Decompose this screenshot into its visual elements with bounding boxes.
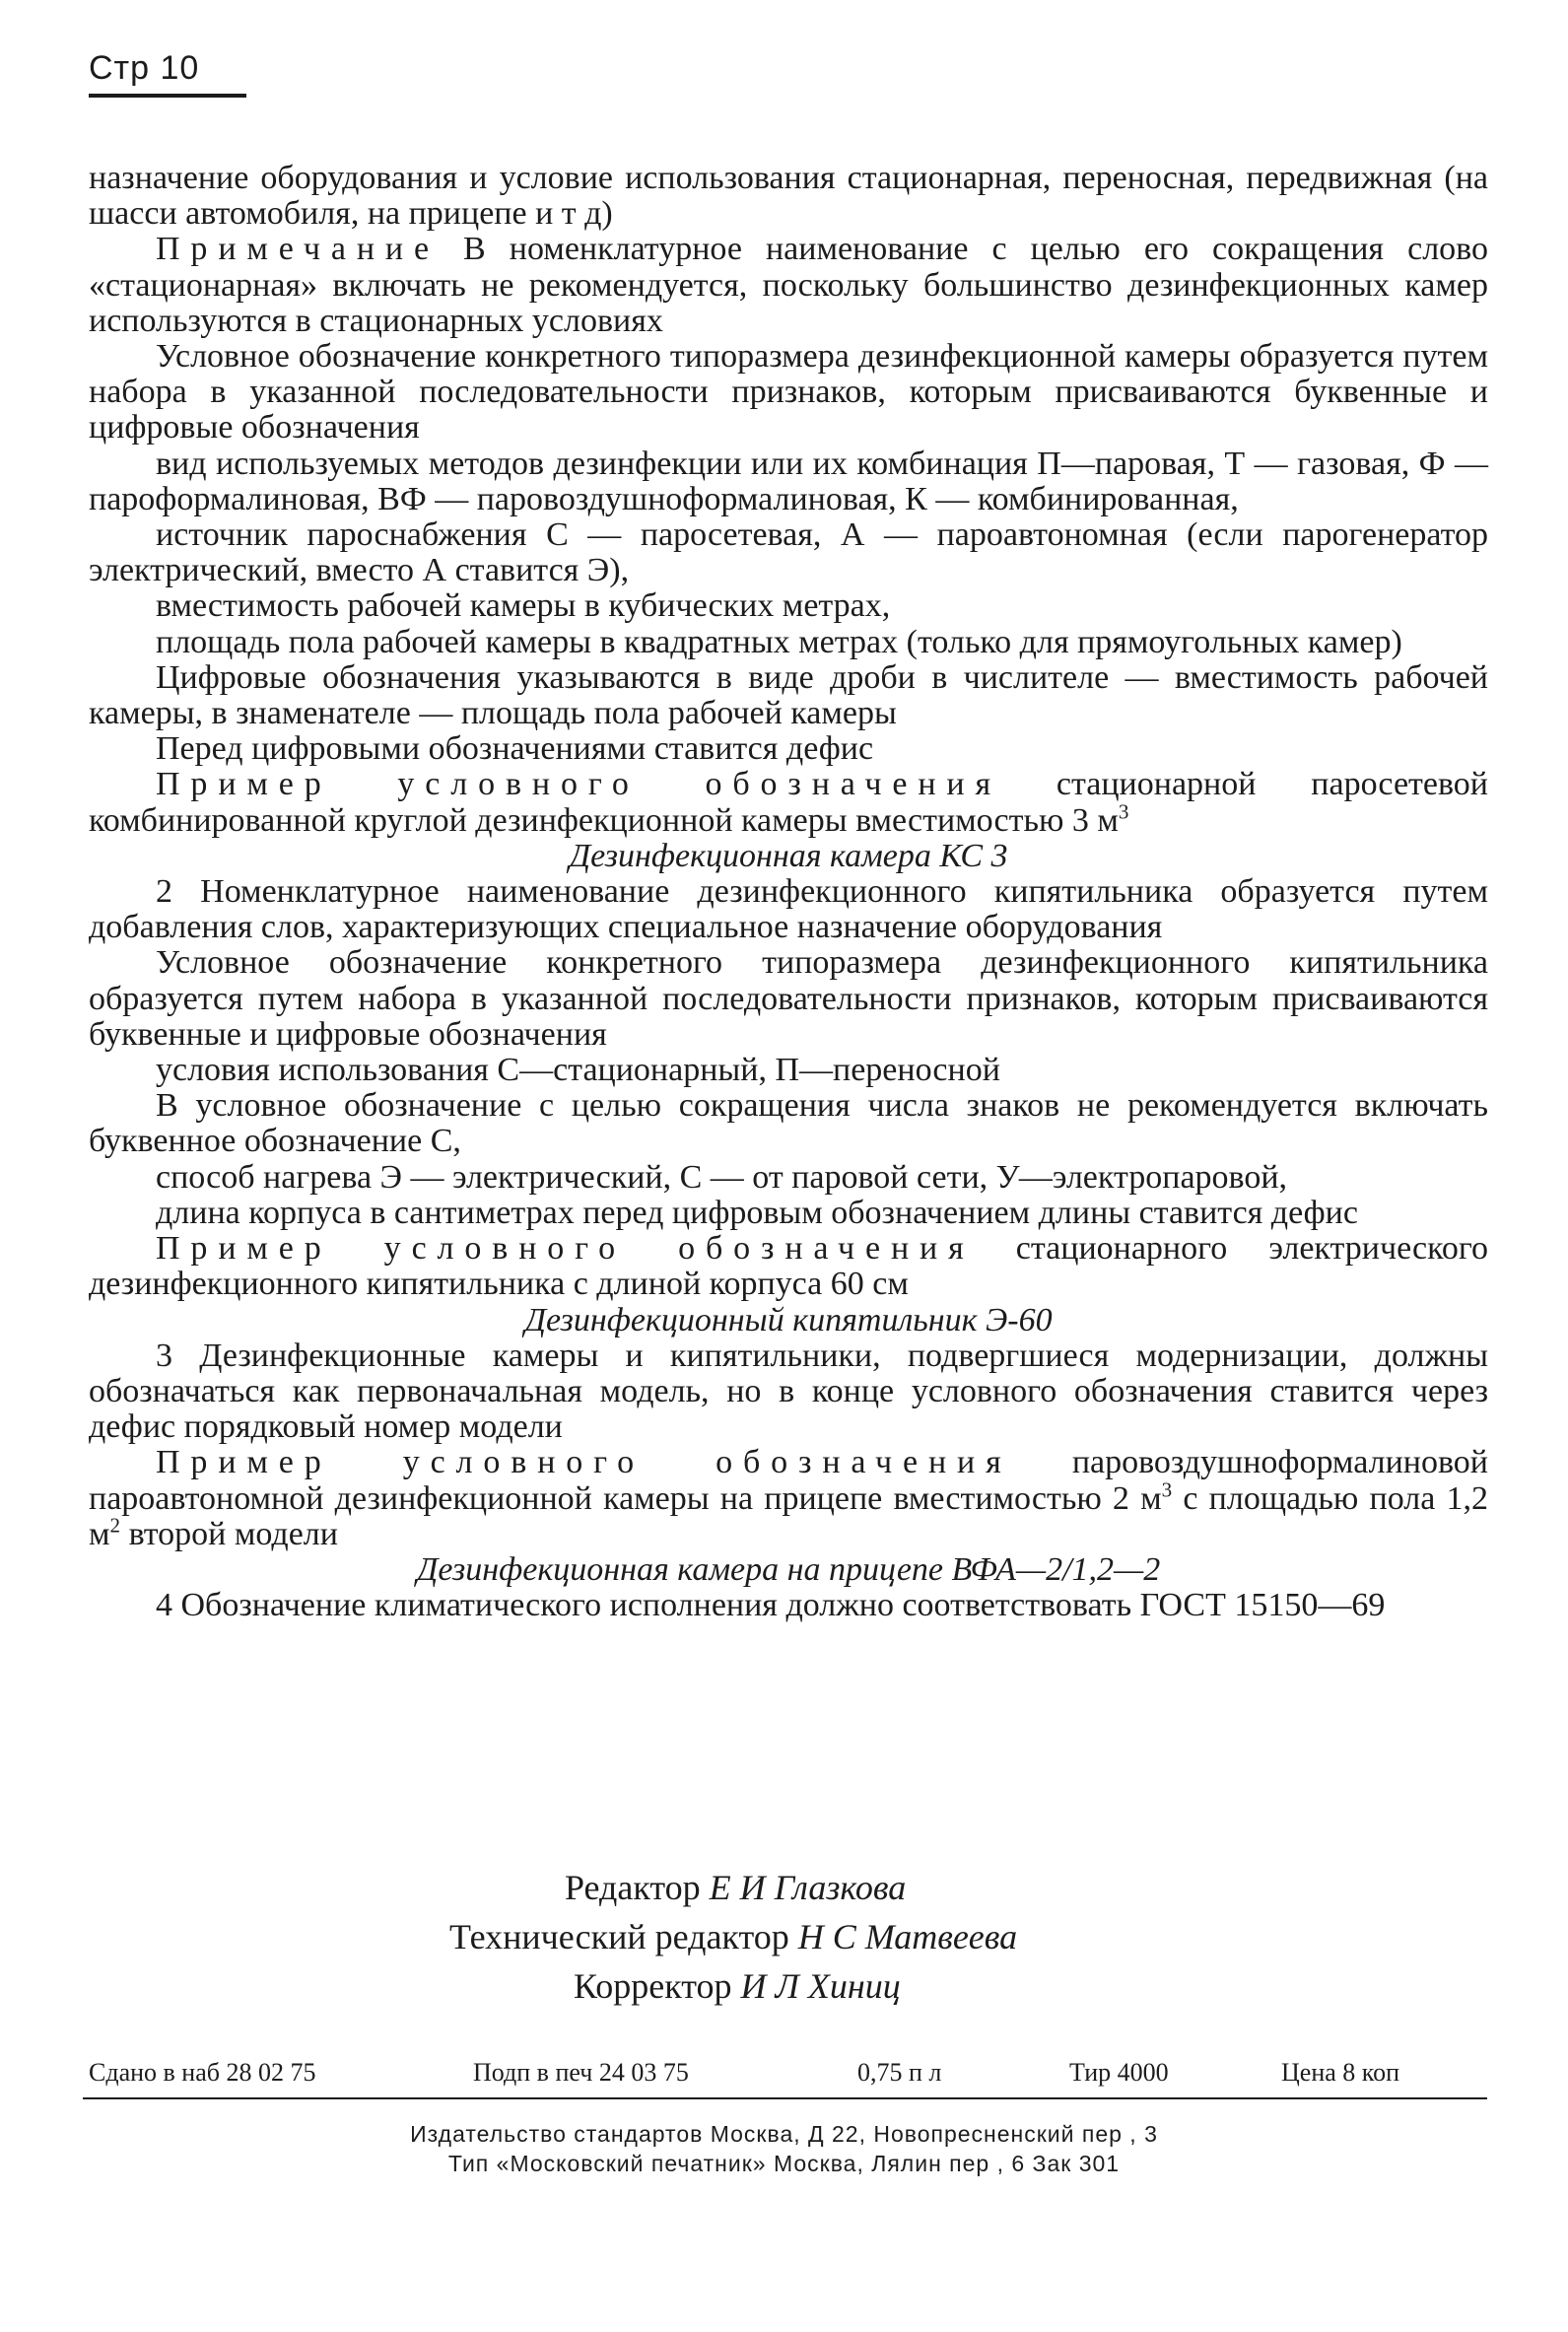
example-designation: Дезинфекционная камера на прицепе ВФА—2/1,2—2 — [416, 1550, 1161, 1588]
example-designation: Дезинфекционная камера КС 3 — [569, 837, 1008, 874]
paragraph: условия использования С—стационарный, П—переносной — [156, 1052, 1000, 1089]
example-lead: Пример условного обозначения — [156, 1230, 975, 1268]
paragraph: площадь пола рабочей камеры в квадратных метрах (только для прямоугольных камер) — [156, 623, 1402, 660]
paragraph: вид используемых методов дезинфекции или их комбинация П—паровая, Т — газовая, Ф — пароформалиновая, ВФ — паровоздушноформалиновая, К — комбинированная, — [89, 445, 1488, 517]
body-text — [89, 161, 1488, 1623]
page-header — [89, 49, 246, 98]
note-lead: Примечание — [156, 231, 440, 268]
paragraph: Условное обозначение конкретного типоразмера дезинфекционного кипятильника образуется путем набора в указанной последовательности признаков, которым присваиваются буквенные и цифровые обозначения — [89, 944, 1488, 1053]
example-lead: Пример условного обозначения — [156, 1444, 1012, 1481]
paragraph: Условное обозначение конкретного типоразмера дезинфекционной камеры образуется путем набора в указанной последовательности признаков, которым присваиваются буквенные и цифровые обозначения — [89, 338, 1488, 446]
signed-date: Подп в печ 24 03 75 — [473, 2058, 689, 2087]
paragraph: 2 Номенклатурное наименование дезинфекционного кипятильника образуется путем добавления слов, характеризующих специальное назначение оборудования — [89, 873, 1488, 946]
credit-proofreader: Корректор И Л Хиниц — [574, 1966, 901, 2006]
paragraph: способ нагрева Э — электрический, С — от паровой сети, У—электропаровой, — [156, 1158, 1288, 1196]
paragraph: источник пароснабжения С — паросетевая, А — пароавтономная (если парогенератор электрический, вместо А ставится Э), — [89, 516, 1488, 589]
printer-line: Тип «Московский печатник» Москва, Лялин пер , 6 Зак 301 — [447, 2151, 1121, 2176]
page-number: Стр 10 — [89, 49, 200, 87]
paragraph-note: Примечание В номенклатурное наименование с целью его сокращения слово «стационарная» включать не рекомендуется, поскольку большинство дезинфекционных камер используются в стационарных условиях — [89, 231, 1488, 339]
paragraph: 4 Обозначение климатического исполнения должно соответствовать ГОСТ 15150—69 — [156, 1587, 1386, 1624]
paragraph: вместимость рабочей камеры в кубических метрах, — [156, 587, 891, 625]
credit-editor: Редактор Е И Глазкова — [565, 1868, 907, 1907]
paragraph-example: Пример условного обозначения стационарного электрического дезинфекционного кипятильника с длиной корпуса 60 см — [89, 1230, 1488, 1303]
paragraph: Перед цифровыми обозначениями ставится дефис — [156, 730, 874, 768]
submitted-date: Сдано в наб 28 02 75 — [89, 2058, 316, 2087]
imprint-rule — [83, 2097, 1487, 2099]
paragraph-example: Пример условного обозначения стационарной паросетевой комбинированной круглой дезинфекционной камеры вместимостью 3 $м^3$ — [89, 766, 1488, 839]
paragraph: назначение оборудования и условие использования стационарная, переносная, передвижная (на шасси автомобиля, на прицепе и т д) — [89, 160, 1488, 233]
paragraph: длина корпуса в сантиметрах перед цифровым обозначением длины ставится дефис — [156, 1194, 1358, 1231]
paragraph: 3 Дезинфекционные камеры и кипятильники, подвергшиеся модернизации, должны обозначаться как первоначальная модель, но в конце условного обозначения ставится через дефис порядковый номер модели — [89, 1337, 1488, 1446]
example-designation: Дезинфекционный кипятильник Э-60 — [524, 1301, 1053, 1338]
paragraph-example: Пример условного обозначения паровоздушноформалиновой пароавтономной дезинфекционной камеры на прицепе вместимостью 2 $м^3$ с площадью пола 1,2 $м^2$ второй модели — [89, 1444, 1488, 1552]
paragraph: В условное обозначение с целью сокращения числа знаков не рекомендуется включать буквенное обозначение С, — [89, 1087, 1488, 1160]
header-rule — [89, 94, 246, 98]
paragraph: Цифровые обозначения указываются в виде дроби в числителе — вместимость рабочей камеры, в знаменателе — площадь пола рабочей камеры — [89, 658, 1488, 732]
example-lead: Пример условного обозначения — [156, 766, 1002, 803]
print-run: Тир 4000 — [1069, 2058, 1169, 2087]
credit-tech-editor: Технический редактор Н С Матвеева — [449, 1917, 1018, 1956]
price: Цена 8 коп — [1281, 2058, 1399, 2087]
publisher-line: Издательство стандартов Москва, Д 22, Новопресненский пер , 3 — [410, 2121, 1158, 2147]
sheet-count: 0,75 п л — [857, 2058, 942, 2087]
